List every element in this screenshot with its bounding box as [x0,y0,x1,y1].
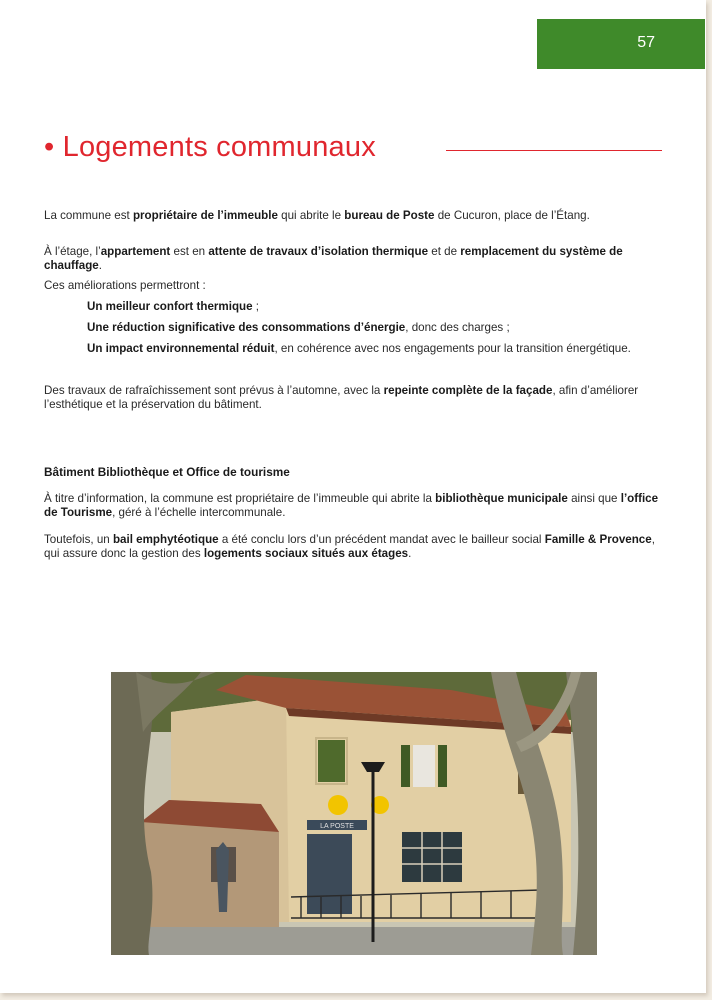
intro-paragraph-1: La commune est propriétaire de l’immeuble qui abrite le bureau de Poste de Cucuron, place de l’Étang. [44,209,590,222]
benefit-item: Un meilleur confort thermique ; [87,300,260,313]
library-paragraph-1: À titre d’information, la commune est propriétaire de l’immeuble qui abrite la bibliothèque municipale ainsi que l’office de Tourisme, géré à l’échelle intercommunale. [44,492,659,519]
page-number-badge [537,19,705,69]
post-office-sign: LA POSTE [320,823,354,830]
post-office-building-photo [111,672,597,955]
section-title: • Logements communaux [44,131,376,163]
benefit-item: Un impact environnemental réduit, en cohérence avec nos engagements pour la transition énergétique. [87,342,631,355]
intro-paragraph-3: Ces améliorations permettront : [44,279,206,292]
works-paragraph: Des travaux de rafraîchissement sont prévus à l’automne, avec la repeinte complète de la façade, afin d’améliorer l’esthétique et la préservation du bâtiment. [44,384,639,411]
title-underline-rule [446,150,662,151]
library-heading: Bâtiment Bibliothèque et Office de tourisme [44,465,290,479]
intro-paragraph-2: À l’étage, l’appartement est en attente de travaux d’isolation thermique et de remplacement du système de chauffage. [44,245,623,272]
page-number: 57 [637,34,655,51]
benefit-item: Une réduction significative des consommations d’énergie, donc des charges ; [87,321,510,334]
library-paragraph-2: Toutefois, un bail emphytéotique a été conclu lors d’un précédent mandat avec le bailleur social Famille & Provence, qui assure donc la gestion des logements sociaux situés aux étages. [44,533,655,560]
